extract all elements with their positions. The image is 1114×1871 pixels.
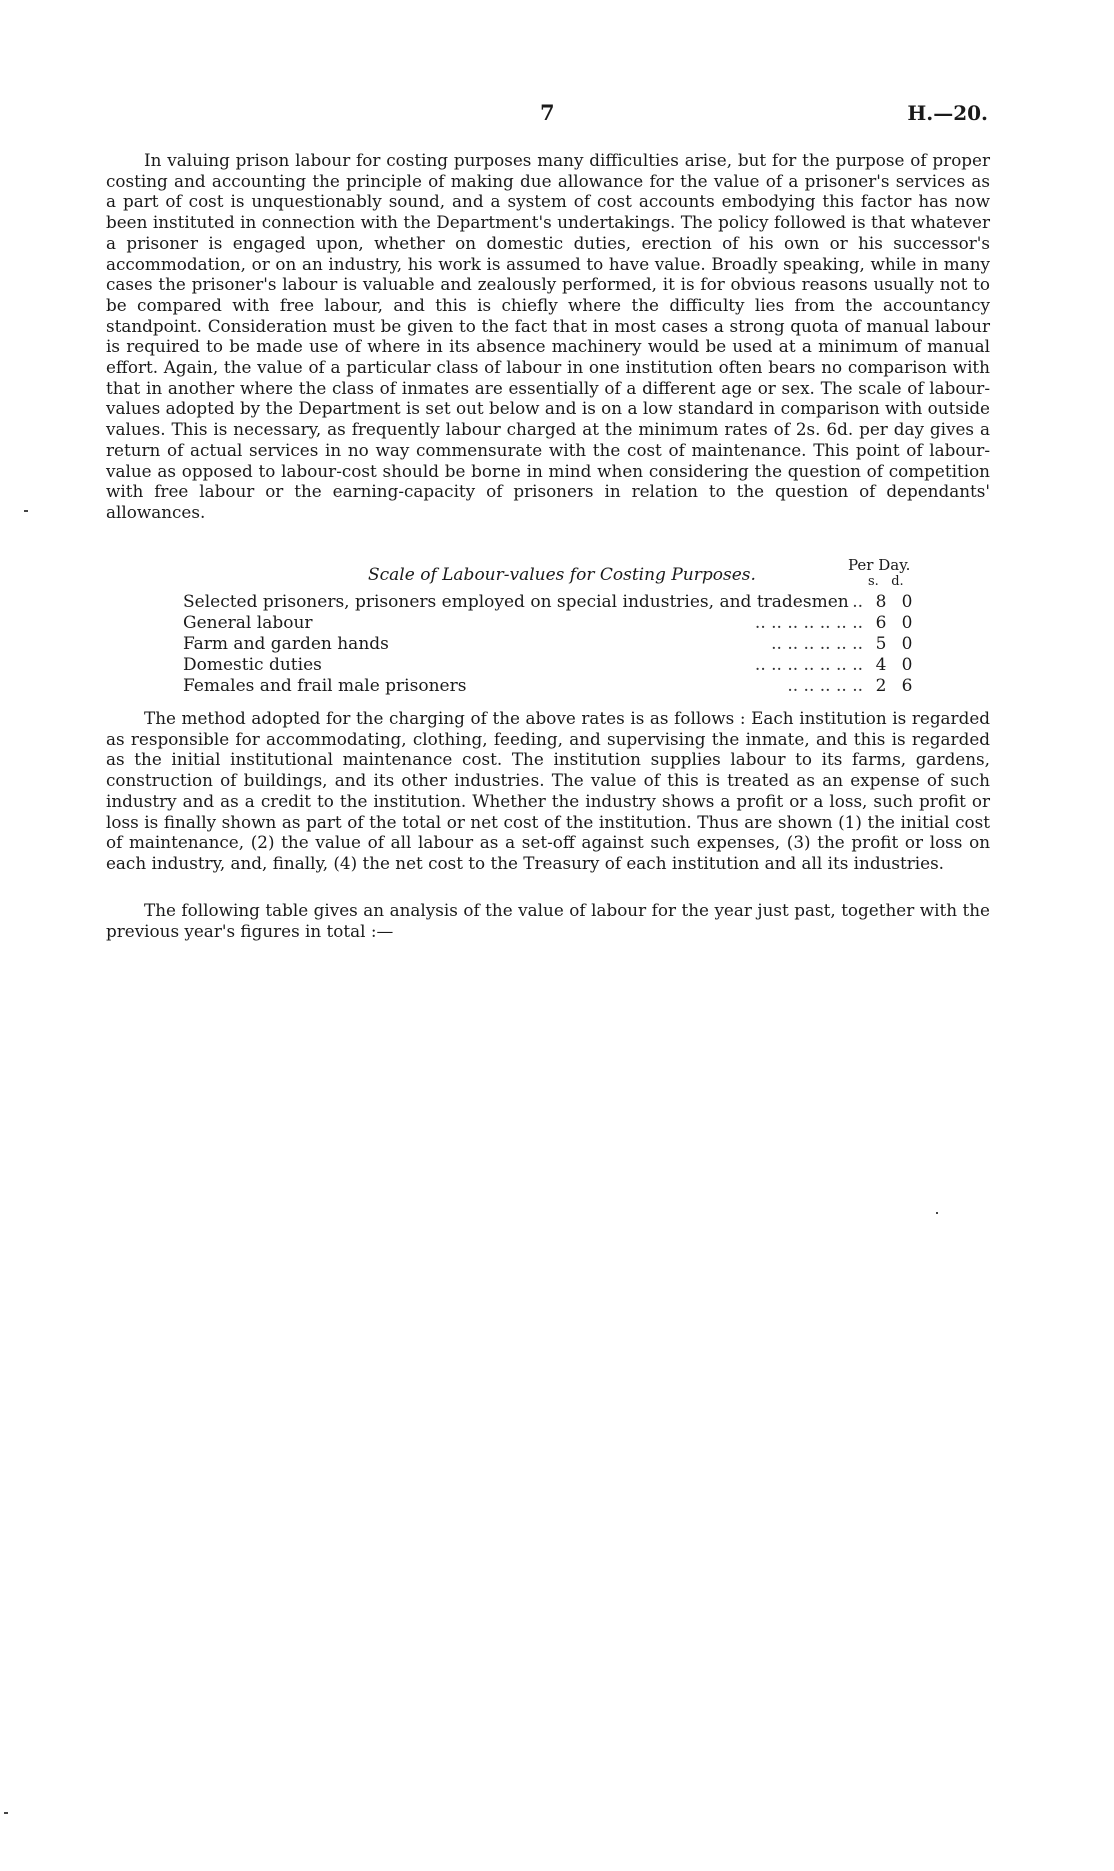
scale-row-shillings: 6 (875, 613, 887, 633)
scale-row-label: Domestic duties (183, 655, 322, 675)
scale-row-label: General labour (183, 613, 313, 633)
shillings-pence-header (868, 574, 904, 589)
scale-row (183, 655, 915, 676)
scale-row-label: Selected prisoners, prisoners employed on special industries, and tradesmen (183, 592, 849, 612)
scale-row (183, 613, 915, 634)
scale-title: Scale of Labour-values for Costing Purposes. (368, 565, 756, 585)
shillings-column-header: s. (868, 574, 879, 589)
dot-leader: .. .. .. .. .. (787, 676, 863, 696)
scale-row-shillings: 2 (875, 676, 887, 696)
margin-mark (4, 1812, 8, 1814)
document-reference: H.—20. (907, 101, 988, 125)
scale-row-pence: 6 (901, 676, 913, 696)
dot-leader: .. .. .. .. .. .. .. (754, 655, 863, 675)
scale-row (183, 676, 915, 697)
scale-row-label: Females and frail male prisoners (183, 676, 467, 696)
pence-column-header: d. (891, 574, 904, 589)
page-number: 7 (540, 100, 555, 125)
scale-row (183, 592, 915, 613)
per-day-header: Per Day. (848, 556, 911, 574)
scale-row-shillings: 5 (875, 634, 887, 654)
dot-leader: .. (852, 592, 863, 612)
scale-row (183, 634, 915, 655)
scale-row-shillings: 8 (875, 592, 887, 612)
paragraph-table-intro: The following table gives an analysis of the value of labour for the year just past, together with the previous year's figures in total :— (106, 900, 990, 941)
scale-row-pence: 0 (901, 592, 913, 612)
scale-row-label: Farm and garden hands (183, 634, 389, 654)
scale-row-pence: 0 (901, 655, 913, 675)
margin-mark (24, 510, 28, 512)
margin-mark (936, 1212, 938, 1214)
scale-row-pence: 0 (901, 634, 913, 654)
paragraph-labour-valuation: In valuing prison labour for costing purposes many difficulties arise, but for the purpose of proper costing and accounting the principle of making due allowance for the value of a prisoner's services as a part of cost is unquestionably sound, and a system of cost accounts embodying this factor has now been instituted in connection with the Department's undertakings. The policy followed is that whatever a prisoner is engaged upon, whether on domestic duties, erection of his own or his successor's accommodation, or on an industry, his work is assumed to have value. Broadly speaking, while in many cases the prisoner's labour is valuable and zealously performed, it is for obvious reasons usually not to be compared with free labour, and this is chiefly where the difficulty lies from the accountancy standpoint. Consideration must be given to the fact that in most cases a strong quota of manual labour is required to be made use of where in its absence machinery would be used at a minimum of manual effort. Again, the value of a particular class of labour in one institution often bears no comparison with that in another where the class of inmates are essentially of a different age or sex. The scale of labour-values adopted by the Department is set out below and is on a low standard in comparison with outside values. This is necessary, as frequently labour charged at the minimum rates of 2s. 6d. per day gives a return of actual services in no way commensurate with the cost of maintenance. This point of labour-value as opposed to labour-cost should be borne in mind when considering the question of competition with free labour or the earning-capacity of prisoners in relation to the question of dependants' allowances. (106, 150, 990, 522)
scale-row-shillings: 4 (875, 655, 887, 675)
scale-row-pence: 0 (901, 613, 913, 633)
paragraph-charging-method: The method adopted for the charging of the above rates is as follows : Each institution is regarded as responsible for accommodating, clothing, feeding, and supervising the inmate, and this is regarded as the initial institutional maintenance cost. The institution supplies labour to its farms, gardens, construction of buildings, and its other industries. The value of this is treated as an expense of such industry and as a credit to the institution. Whether the industry shows a profit or a loss, such profit or loss is finally shown as part of the total or net cost of the institution. Thus are shown (1) the initial cost of maintenance, (2) the value of all labour as a set-off against such expenses, (3) the profit or loss on each industry, and, finally, (4) the net cost to the Treasury of each institution and all its industries. (106, 708, 990, 873)
dot-leader: .. .. .. .. .. .. (771, 634, 863, 654)
dot-leader: .. .. .. .. .. .. .. (754, 613, 863, 633)
